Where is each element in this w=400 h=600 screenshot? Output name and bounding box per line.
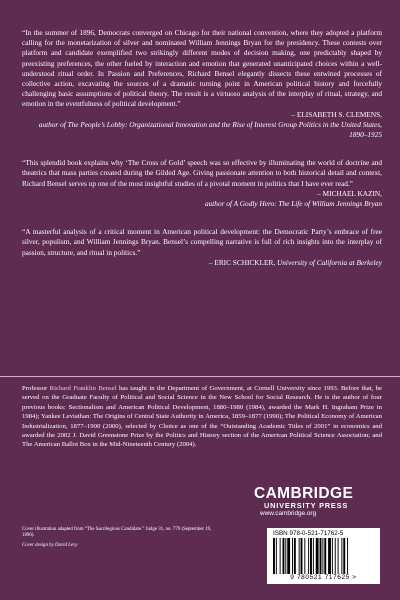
publisher-website: www.cambridge.org bbox=[260, 510, 317, 517]
barcode-bar bbox=[316, 538, 319, 574]
endorsement-affiliation bbox=[22, 120, 382, 140]
affiliation-text: author of A Godly Hero: The Life of William Jennings Bryan bbox=[204, 199, 382, 209]
endorsement-quote: “In the summer of 1896, Democrats converged on Chicago for their national convention, where they adopted a platform calling for the monetarization of silver and nominated William Jennings Bryan for the presidency. These contests over platform and candidate exemplified two strikingly different modes of decision making, one predictably shaped by preexisting preferences, the other fueled by interaction and emotion that generated unanticipated choices within a well-understood ritual order. In Passion and Preferences, Richard Bensel elegantly dissects these entwined processes of collective action, excavating the sources of a dramatic turning point in American political history and forcefully challenging basic assumptions of political theory. The result is a virtuoso analysis of the interplay of ritual, strategy, and emotion in the eventfulness of political development.” bbox=[22, 28, 382, 109]
barcode-bar bbox=[299, 538, 300, 574]
barcode-bar bbox=[347, 538, 348, 574]
isbn-label: ISBN 978-0-521-71762-5 bbox=[273, 530, 344, 537]
publisher-subtitle: UNIVERSITY PRESS bbox=[264, 501, 349, 510]
bio-text: has taught in the Department of Government, at Cornell University since 1993. Before that, he served on the Graduate Faculty of Political and Social Science in the New School for Social Research. He is the author of four previous books: Sectionalism and American Political Development, 1880–1980 (1984), awarded the Mark H. Ingraham Prize in 1984); Yankee Leviathan: The Origins of Central State Authority in America, 1859–1877 (1990); The Political Economy of American Industrialization, 1877–1900 (2000), selected by Choice as one of the “Outstanding Academic Titles of 2001” in economics and awarded the 2002 J. David Greenstone Prize by the Politics and History section of the American Political Science Association; and The American Ballot Box in the Mid-Nineteenth Century (2004). bbox=[22, 385, 382, 449]
barcode-bar bbox=[322, 538, 323, 574]
endorsement-kazin bbox=[22, 158, 382, 209]
endorsement-affiliation bbox=[22, 199, 382, 209]
barcode-bar bbox=[280, 538, 281, 574]
author-name: Richard Franklin Bensel bbox=[49, 385, 117, 392]
endorsement-attribution bbox=[22, 258, 382, 268]
barcode-bar bbox=[332, 538, 333, 574]
barcode-bar bbox=[320, 538, 322, 574]
section-divider bbox=[0, 376, 400, 377]
barcode-bar bbox=[341, 538, 342, 574]
endorsement-quote: “A masterful analysis of a critical moment in American political development: the Democratic Party’s embrace of free silver, populism, and William Jennings Bryan. Bensel’s compelling narrative is full of rich insights into the interplay of passion, structure, and ritual in politics.” bbox=[22, 227, 382, 257]
barcode-bar bbox=[292, 538, 293, 574]
endorsement-author: – MICHAEL KAZIN, bbox=[317, 188, 382, 198]
cover-design-credit: Cover design by David Levy bbox=[22, 543, 78, 549]
barcode-icon bbox=[271, 538, 376, 574]
endorsement-schickler bbox=[22, 227, 382, 268]
barcode-bar bbox=[294, 538, 296, 574]
barcode-bar bbox=[308, 538, 309, 574]
endorsement-quote: “This splendid book explains why ‘The Cross of Gold’ speech was so effective by illuminating the world of doctrine and theatrics that mass parties created during the Gilded Age. Giving passionate attention to both historical detail and context, Richard Bensel serves up one of the most insightful studies of a pivotal moment in politics that I have ever read.” bbox=[22, 158, 382, 188]
barcode-bar bbox=[343, 538, 345, 574]
author-bio bbox=[22, 384, 382, 450]
barcode-bar bbox=[273, 538, 275, 574]
barcode-bar bbox=[287, 538, 290, 574]
bio-prefix: Professor bbox=[22, 385, 50, 392]
barcode-bar bbox=[338, 538, 339, 574]
barcode-bar bbox=[324, 538, 326, 574]
barcode-bar bbox=[313, 538, 314, 574]
endorsement-clemens bbox=[22, 28, 382, 140]
credits bbox=[22, 527, 222, 550]
barcode-bar bbox=[335, 538, 336, 574]
endorsement-author: – ERIC SCHICKLER, bbox=[208, 257, 276, 267]
affiliation-text: author of The People’s Lobby: Organizational Innovation and the Rise of Interest Group Politics in the United States, 1890–1925 bbox=[38, 119, 382, 140]
barcode-number: 9 780521 717625 > bbox=[290, 574, 357, 581]
barcode-bar bbox=[304, 538, 305, 574]
publisher-title: CAMBRIDGE bbox=[254, 485, 354, 502]
endorsement-author: – ELISABETH S. CLEMENS, bbox=[291, 109, 382, 119]
barcode-bar bbox=[283, 538, 285, 574]
affiliation-text: University of California at Berkeley bbox=[277, 257, 382, 267]
barcode-bar bbox=[276, 538, 277, 574]
barcode-bar bbox=[328, 538, 331, 574]
publisher-logo bbox=[254, 486, 384, 518]
barcode-bar bbox=[285, 538, 286, 574]
cover-illustration-credit: Cover illustration adapted from “The Sacrilegious Candidate.” Judge 31, no. 779 (September 19, 1896). bbox=[22, 527, 212, 539]
endorsements bbox=[22, 28, 382, 268]
barcode-bar bbox=[310, 538, 312, 574]
barcode-bar bbox=[301, 538, 303, 574]
barcode-box bbox=[267, 528, 380, 584]
